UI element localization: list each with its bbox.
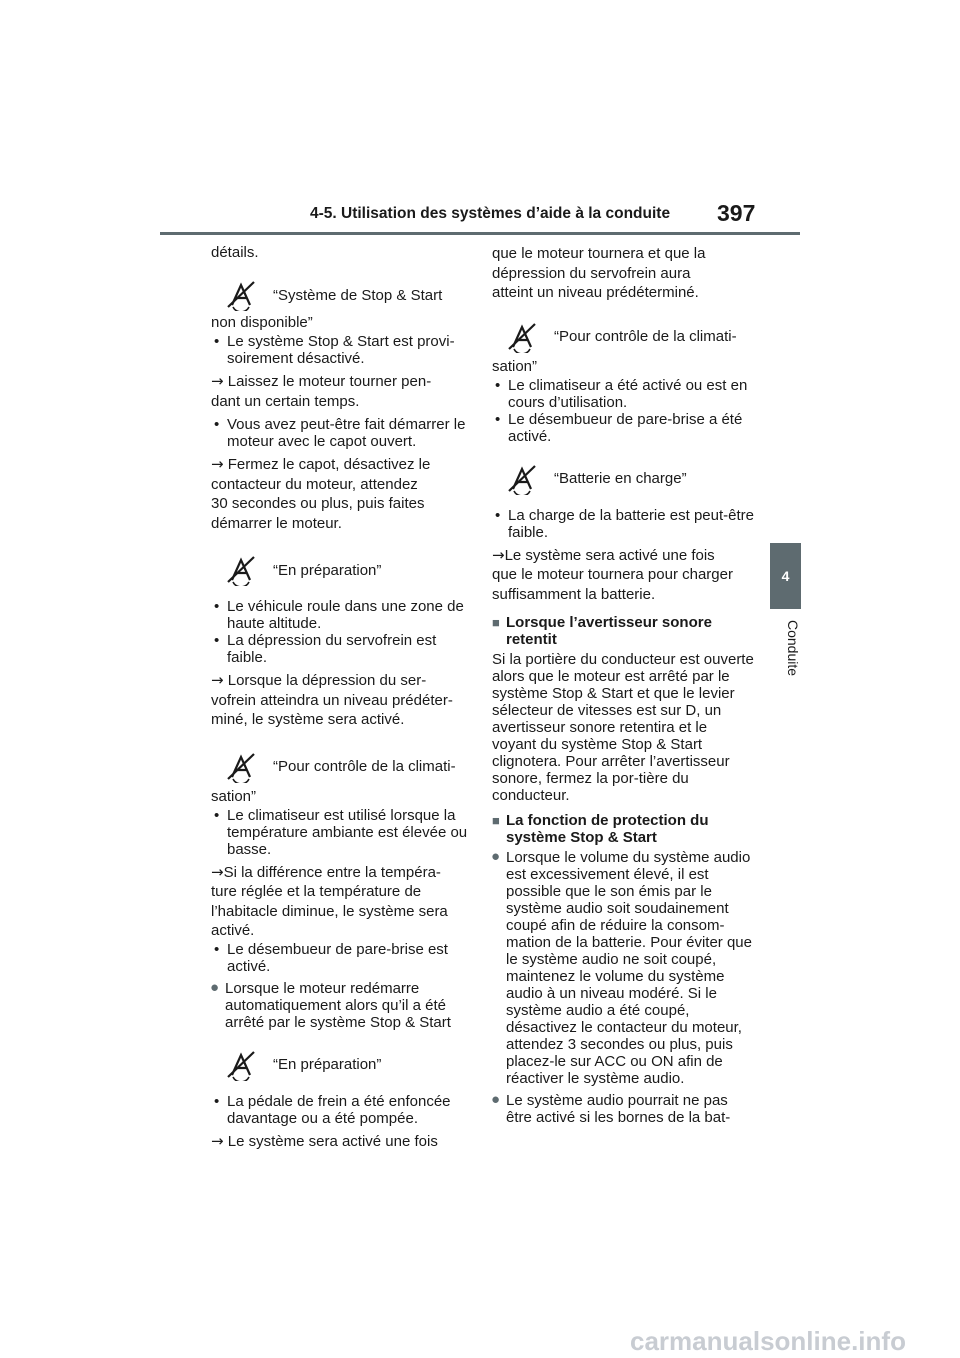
cause-item: • Vous avez peut-être fait démarrer le moteur avec le capot ouvert. <box>214 416 466 450</box>
warning-message-tail: non disponible” <box>211 314 313 331</box>
remedy-text: → Lorsque la dépression du ser- vofrein atteindra un niveau prédéter- miné, le système sera activé. <box>211 671 453 728</box>
right-column <box>492 244 754 1126</box>
warning-message-tail: sation” <box>492 357 538 375</box>
note-item: ● Lorsque le volume du système audio est excessivement élevé, il est possible que le son émis par le système audio soit soudainement coupé afin de réduire la consom-mation de la batterie. Pour éviter que le système audio ne soit coupé, maintenez le volume du système audio à un niveau modéré. Si le système audio a été coupé, désactivez le contacteur du moteur, attendez 3 secondes ou plus, puis placez-le sur ACC ou ON afin de réactiver le système audio. <box>491 848 752 1087</box>
chapter-tab-label: Conduite <box>785 620 801 677</box>
warning-item <box>211 554 473 586</box>
cause-item: • Le véhicule roule dans une zone de haute altitude. <box>214 598 464 632</box>
stop-start-off-icon <box>225 554 257 586</box>
note-item: ● Le système audio pourrait ne pas être activé si les bornes de la bat- <box>491 1091 731 1126</box>
cause-item: • Le désembueur de pare-brise est activé. <box>214 940 448 975</box>
cause-item: • Le climatiseur est utilisé lorsque la température ambiante est élevée ou basse. <box>214 806 468 858</box>
intro-text: détails. <box>211 244 259 261</box>
warning-item <box>492 463 754 495</box>
warning-message-tail: sation” <box>211 787 257 805</box>
remedy-text: →Le système sera activé une fois que le moteur tournera pour charger suffisamment la batterie. <box>492 545 733 603</box>
cause-item: • La dépression du servofrein est faible. <box>214 632 437 666</box>
warning-item <box>211 1049 473 1081</box>
warning-message: “En préparation” <box>273 1056 382 1073</box>
warning-message: “Batterie en charge” <box>554 470 687 487</box>
stop-start-off-icon <box>506 321 538 353</box>
warning-message: “Pour contrôle de la climati- <box>273 758 456 775</box>
remedy-text: →Si la différence entre la tempéra- ture réglée et la température de l’habitacle diminue, le système sera activé. <box>211 862 448 939</box>
chapter-tab[interactable] <box>770 543 801 609</box>
cause-item: • Le désembueur de pare-brise a été activé. <box>495 410 743 445</box>
stop-start-off-icon <box>506 463 538 495</box>
section-heading: ■ La fonction de protection du système Stop & Start <box>492 812 709 846</box>
stop-start-off-icon <box>225 279 257 311</box>
chapter-title: 4-5. Utilisation des systèmes d’aide à la conduite <box>310 205 671 222</box>
warning-message: “En préparation” <box>273 561 382 579</box>
header-rule <box>160 232 800 235</box>
section-body: Si la portière du conducteur est ouverte alors que le moteur est arrêté par le système Stop & Start et que le levier sélecteur de vitesses est sur D, un avertisseur sonore retentira et le voyant du système Stop & Start clignotera. Pour arrêter l’avertisseur sonore, fermez la por-tière du conducteur. <box>492 651 754 804</box>
warning-item <box>211 279 473 311</box>
warning-item <box>492 321 754 353</box>
cause-item: • La pédale de frein a été enfoncée davantage ou a été pompée. <box>214 1092 451 1127</box>
warning-item <box>211 751 473 783</box>
remedy-text: → Fermez le capot, désactivez le contacteur du moteur, attendez 30 secondes ou plus, puis faites démarrer le moteur. <box>211 455 431 532</box>
remedy-text: → Laissez le moteur tourner pen- dant un certain temps. <box>211 372 432 410</box>
cause-item: • La charge de la batterie est peut-être faible. <box>495 506 754 541</box>
cause-item: • Le système Stop & Start est provi-soirement désactivé. <box>214 333 455 367</box>
section-heading: ■ Lorsque l’avertisseur sonore retentit <box>492 614 712 648</box>
cause-item: • Le climatiseur a été activé ou est en cours d’utilisation. <box>495 376 748 411</box>
watermark: carmanualsonline.info <box>630 1326 906 1356</box>
remedy-text: → Le système sera activé une fois <box>211 1131 438 1150</box>
warning-message: “Pour contrôle de la climati- <box>554 328 737 345</box>
page-number: 397 <box>717 200 756 226</box>
continued-text: que le moteur tournera et que la dépression du servofrein aura atteint un niveau prédéterminé. <box>492 245 706 301</box>
stop-start-off-icon <box>225 751 257 783</box>
chapter-tab-number: 4 <box>781 568 790 584</box>
warning-message: “Système de Stop & Start <box>273 286 443 304</box>
left-column <box>211 244 473 1156</box>
note-item: ● Lorsque le moteur redémarre automatiquement alors qu’il a été arrêté par le système Stop & Start <box>210 978 451 1031</box>
stop-start-off-icon <box>225 1049 257 1081</box>
